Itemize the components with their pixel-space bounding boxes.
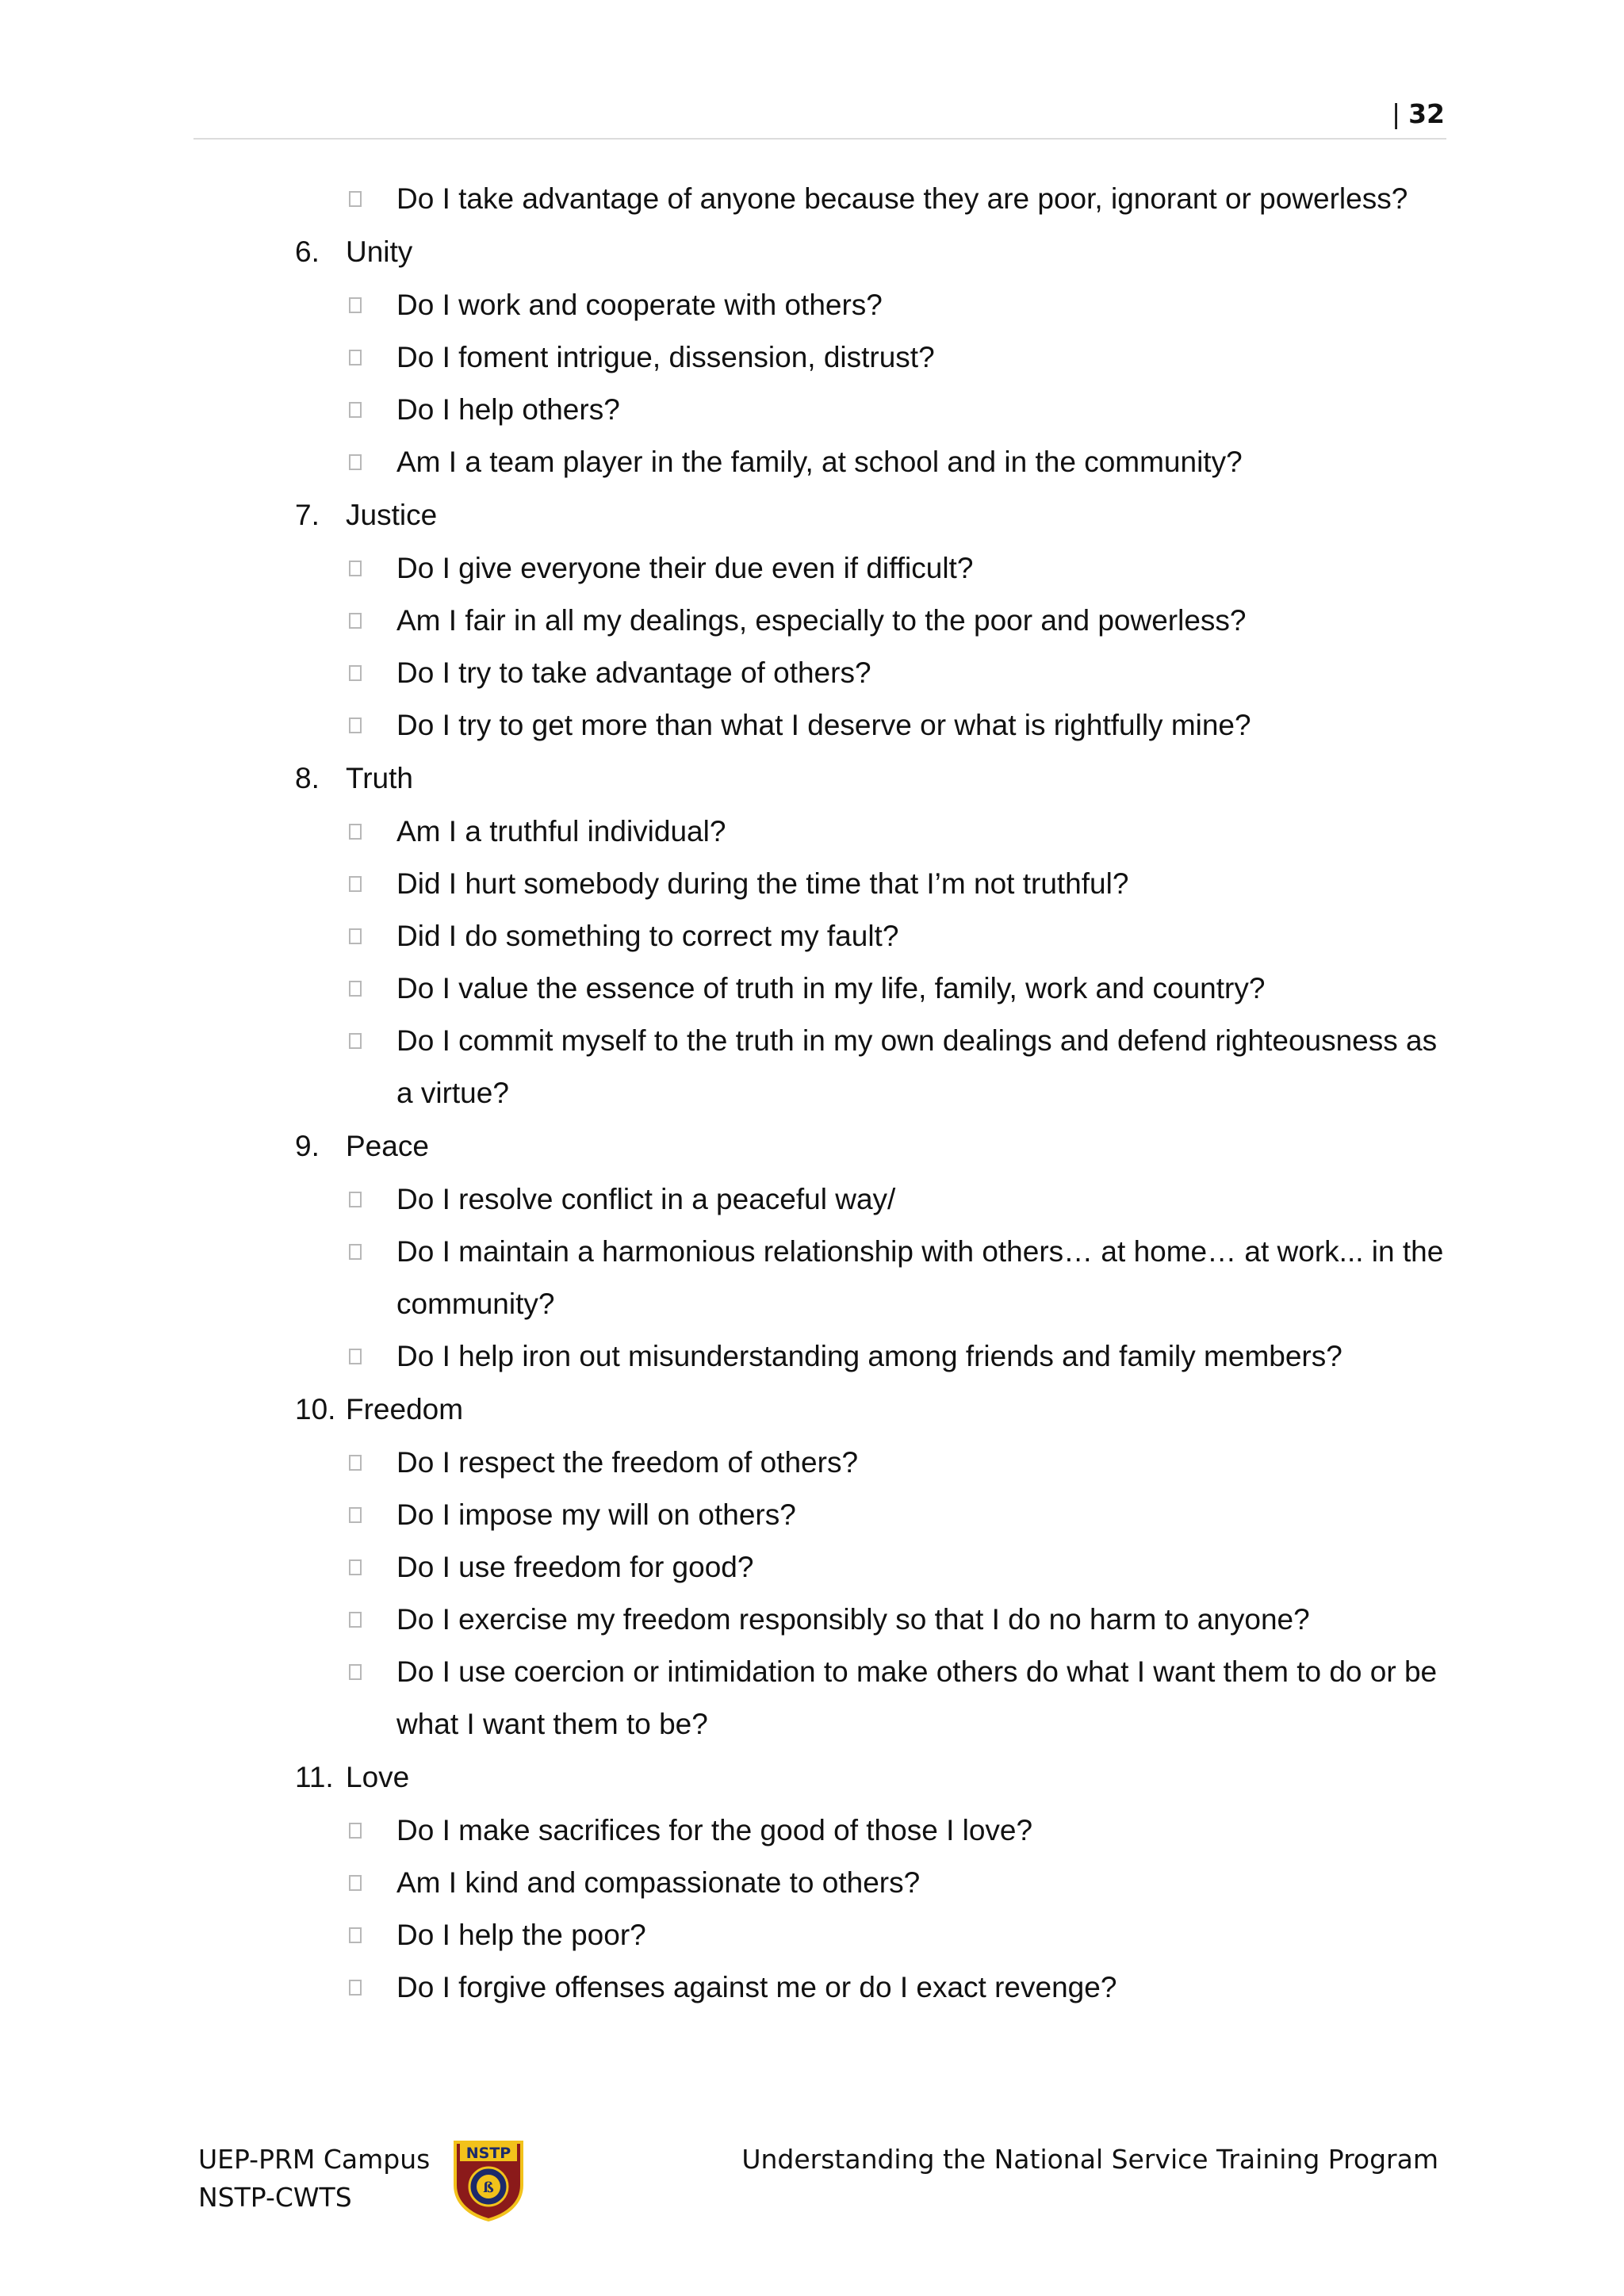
section-title: Freedom — [346, 1393, 464, 1425]
section-number: 11. — [295, 1761, 334, 1793]
checkbox-bullet-icon — [349, 824, 362, 840]
list-item-text: Do I take advantage of anyone because they are poor, ignorant or powerless? — [396, 182, 1408, 215]
checkbox-bullet-icon — [349, 1349, 362, 1364]
checkbox-bullet-icon — [349, 191, 362, 207]
list-item — [295, 436, 1453, 488]
list-item-text: Am I a truthful individual? — [396, 815, 726, 848]
list-item-text: Do I impose my will on others? — [396, 1498, 796, 1531]
list-item-text: Do I value the essence of truth in my life, family, work and country? — [396, 972, 1266, 1004]
list-item — [295, 595, 1453, 647]
footer-program: NSTP-CWTS — [198, 2182, 352, 2213]
list-item — [295, 1541, 1453, 1594]
section-number: 8. — [295, 762, 320, 794]
list-item-text: Do I give everyone their due even if difficult? — [396, 552, 974, 584]
list-item — [295, 1646, 1453, 1751]
svg-text:NSTP: NSTP — [465, 2145, 511, 2162]
checkbox-bullet-icon — [349, 1664, 362, 1680]
list-item — [295, 1489, 1453, 1541]
list-item-text: Do I help others? — [396, 393, 620, 426]
list-item — [295, 542, 1453, 595]
checkbox-bullet-icon — [349, 876, 362, 892]
checkbox-bullet-icon — [349, 1823, 362, 1839]
section-title: Unity — [346, 235, 413, 268]
list-item-text: Do I work and cooperate with others? — [396, 289, 883, 321]
page-number: | 32 — [1391, 98, 1445, 129]
checkbox-bullet-icon — [349, 1244, 362, 1260]
list-item-text: Am I fair in all my dealings, especially to the poor and powerless? — [396, 604, 1247, 637]
list-item — [295, 806, 1453, 858]
list-item-text: Do I make sacrifices for the good of those I love? — [396, 1814, 1033, 1846]
list-item — [295, 858, 1453, 910]
list-item-text: Do I commit myself to the truth in my own dealings and defend righteousness as a virtue? — [396, 1024, 1438, 1109]
checkbox-bullet-icon — [349, 1033, 362, 1049]
list-item — [295, 1330, 1453, 1383]
list-item — [295, 384, 1453, 436]
checkbox-bullet-icon — [349, 454, 362, 470]
list-item — [295, 279, 1453, 331]
list-item-text: Do I help the poor? — [396, 1919, 646, 1951]
checkbox-bullet-icon — [349, 1192, 362, 1207]
checkbox-bullet-icon — [349, 613, 362, 629]
list-item-text: Do I help iron out misunderstanding among friends and family members? — [396, 1340, 1342, 1372]
list-item-text: Do I try to take advantage of others? — [396, 656, 871, 689]
section-heading — [295, 488, 1453, 542]
section-heading — [295, 225, 1453, 279]
list-item — [295, 1015, 1453, 1119]
list-item-text: Do I try to get more than what I deserve or what is rightfully mine? — [396, 709, 1251, 741]
section-title: Love — [346, 1761, 410, 1793]
list-item — [295, 910, 1453, 962]
list-item — [295, 173, 1453, 225]
list-item-text: Am I a team player in the family, at school and in the community? — [396, 446, 1243, 478]
footer-document-title: Understanding the National Service Training Program — [741, 2144, 1438, 2175]
checkbox-bullet-icon — [349, 1559, 362, 1575]
list-item — [295, 1804, 1453, 1857]
checkbox-bullet-icon — [349, 928, 362, 944]
section-heading — [295, 1751, 1453, 1804]
list-item-text: Did I do something to correct my fault? — [396, 920, 899, 952]
list-item-text: Do I respect the freedom of others? — [396, 1446, 859, 1479]
checkbox-bullet-icon — [349, 665, 362, 681]
checkbox-bullet-icon — [349, 561, 362, 576]
section-number: 6. — [295, 235, 320, 268]
section-heading — [295, 752, 1453, 806]
list-item-text: Do I maintain a harmonious relationship with others… at home… at work... in the community? — [396, 1235, 1444, 1320]
list-item-text: Am I kind and compassionate to others? — [396, 1866, 921, 1899]
footer-left — [198, 2141, 430, 2217]
section-heading — [295, 1383, 1453, 1437]
list-item — [295, 647, 1453, 699]
list-item — [295, 331, 1453, 384]
checkbox-bullet-icon — [349, 1612, 362, 1628]
checkbox-bullet-icon — [349, 1980, 362, 1996]
checkbox-bullet-icon — [349, 297, 362, 313]
checkbox-bullet-icon — [349, 1507, 362, 1523]
section-heading — [295, 1119, 1453, 1173]
checkbox-bullet-icon — [349, 1875, 362, 1891]
list-item — [295, 1594, 1453, 1646]
checkbox-bullet-icon — [349, 402, 362, 418]
svg-text:ß: ß — [483, 2179, 494, 2196]
list-item — [295, 962, 1453, 1015]
section-number: 10. — [295, 1393, 336, 1425]
list-item-text: Do I forgive offenses against me or do I exact revenge? — [396, 1971, 1117, 2003]
nstp-logo — [450, 2139, 527, 2221]
list-item-text: Do I use coercion or intimidation to make others do what I want them to do or be what I want them to be? — [396, 1655, 1438, 1740]
section-title: Justice — [346, 499, 438, 531]
list-item-text: Do I resolve conflict in a peaceful way/ — [396, 1183, 896, 1215]
section-title: Truth — [346, 762, 413, 794]
list-item — [295, 1909, 1453, 1961]
checkbox-bullet-icon — [349, 1927, 362, 1943]
section-number: 7. — [295, 499, 320, 531]
checkbox-bullet-icon — [349, 350, 362, 365]
list-item-text: Did I hurt somebody during the time that I’m not truthful? — [396, 867, 1129, 900]
list-item-text: Do I foment intrigue, dissension, distrust? — [396, 341, 935, 373]
list-item — [295, 1173, 1453, 1226]
list-item — [295, 1437, 1453, 1489]
list-item-text: Do I exercise my freedom responsibly so that I do no harm to anyone? — [396, 1603, 1310, 1636]
header-divider — [193, 138, 1446, 140]
section-title: Peace — [346, 1130, 429, 1162]
list-item — [295, 699, 1453, 752]
list-item — [295, 1857, 1453, 1909]
footer-campus: UEP-PRM Campus — [198, 2144, 431, 2175]
section-number: 9. — [295, 1130, 320, 1162]
checkbox-bullet-icon — [349, 981, 362, 997]
list-item-text: Do I use freedom for good? — [396, 1551, 754, 1583]
checkbox-bullet-icon — [349, 1455, 362, 1471]
page-content — [295, 173, 1453, 2014]
checkbox-bullet-icon — [349, 718, 362, 733]
list-item — [295, 1226, 1453, 1330]
list-item — [295, 1961, 1453, 2014]
